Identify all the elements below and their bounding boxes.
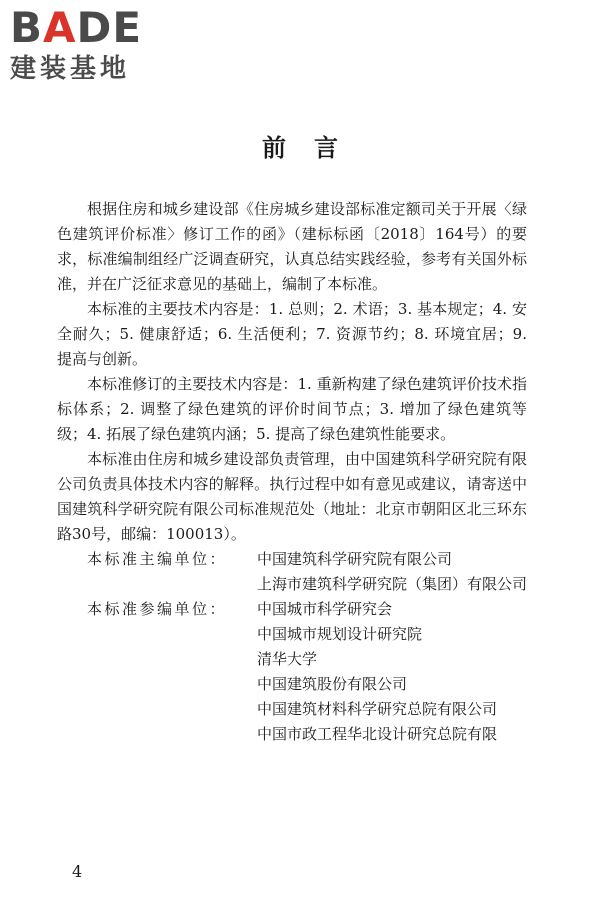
participating-unit-item: 中国城市规划设计研究院	[257, 625, 423, 643]
participating-unit-item: 中国城市科学研究会	[257, 600, 393, 618]
participating-unit-item: 清华大学	[257, 650, 318, 668]
paragraph-revision-content: 本标准修订的主要技术内容是：1. 重新构建了绿色建筑评价技术指标体系；2. 调整了绿色建筑的评价时间节点；3. 增加了绿色建筑等级；4. 拓展了绿色建筑内涵；5. 提高了绿色建筑性能要求。	[57, 375, 527, 443]
page-title: 前言	[262, 133, 366, 162]
brand-logo	[10, 3, 180, 84]
paragraph-main-content: 本标准的主要技术内容是：1. 总则；2. 术语；3. 基本规定；4. 安全耐久；5. 健康舒适；6. 生活便利；7. 资源节约；8. 环境宜居；9. 提高与创新。	[57, 300, 527, 368]
paragraph-management: 本标准由住房和城乡建设部负责管理，由中国建筑科学研究院有限公司负责具体技术内容的解释。执行过程中如有意见或建议，请寄送中国建筑科学研究院有限公司标准规范处（地址：北京市朝阳区北三环东路30号，邮编：100013）。	[57, 450, 527, 543]
brand-logo-text: BADE	[10, 3, 143, 52]
page-number: 4	[72, 862, 83, 881]
chief-unit-item: 中国建筑科学研究院有限公司	[257, 550, 453, 568]
paragraph-background: 根据住房和城乡建设部《住房城乡建设部标准定额司关于开展〈绿色建筑评价标准〉修订工作的函》（建标标函〔2018〕164号）的要求，标准编制组经广泛调查研究，认真总结实践经验，参考有关国外标准，并在广泛征求意见的基础上，编制了本标准。	[57, 200, 527, 293]
chief-unit-item: 上海市建筑科学研究院（集团）有限公司	[257, 575, 528, 593]
chief-units-section	[57, 547, 527, 597]
chief-units-label: 本标准主编单位：	[87, 550, 228, 568]
brand-logo-subtitle: 建装基地	[10, 54, 131, 84]
participating-unit-item: 中国市政工程华北设计研究总院有限	[257, 725, 498, 743]
participating-unit-item: 中国建筑材料科学研究总院有限公司	[257, 700, 498, 718]
participating-units-label: 本标准参编单位：	[87, 600, 228, 618]
participating-unit-item: 中国建筑股份有限公司	[257, 675, 408, 693]
participating-units-section	[57, 597, 527, 747]
document-body	[57, 197, 527, 747]
